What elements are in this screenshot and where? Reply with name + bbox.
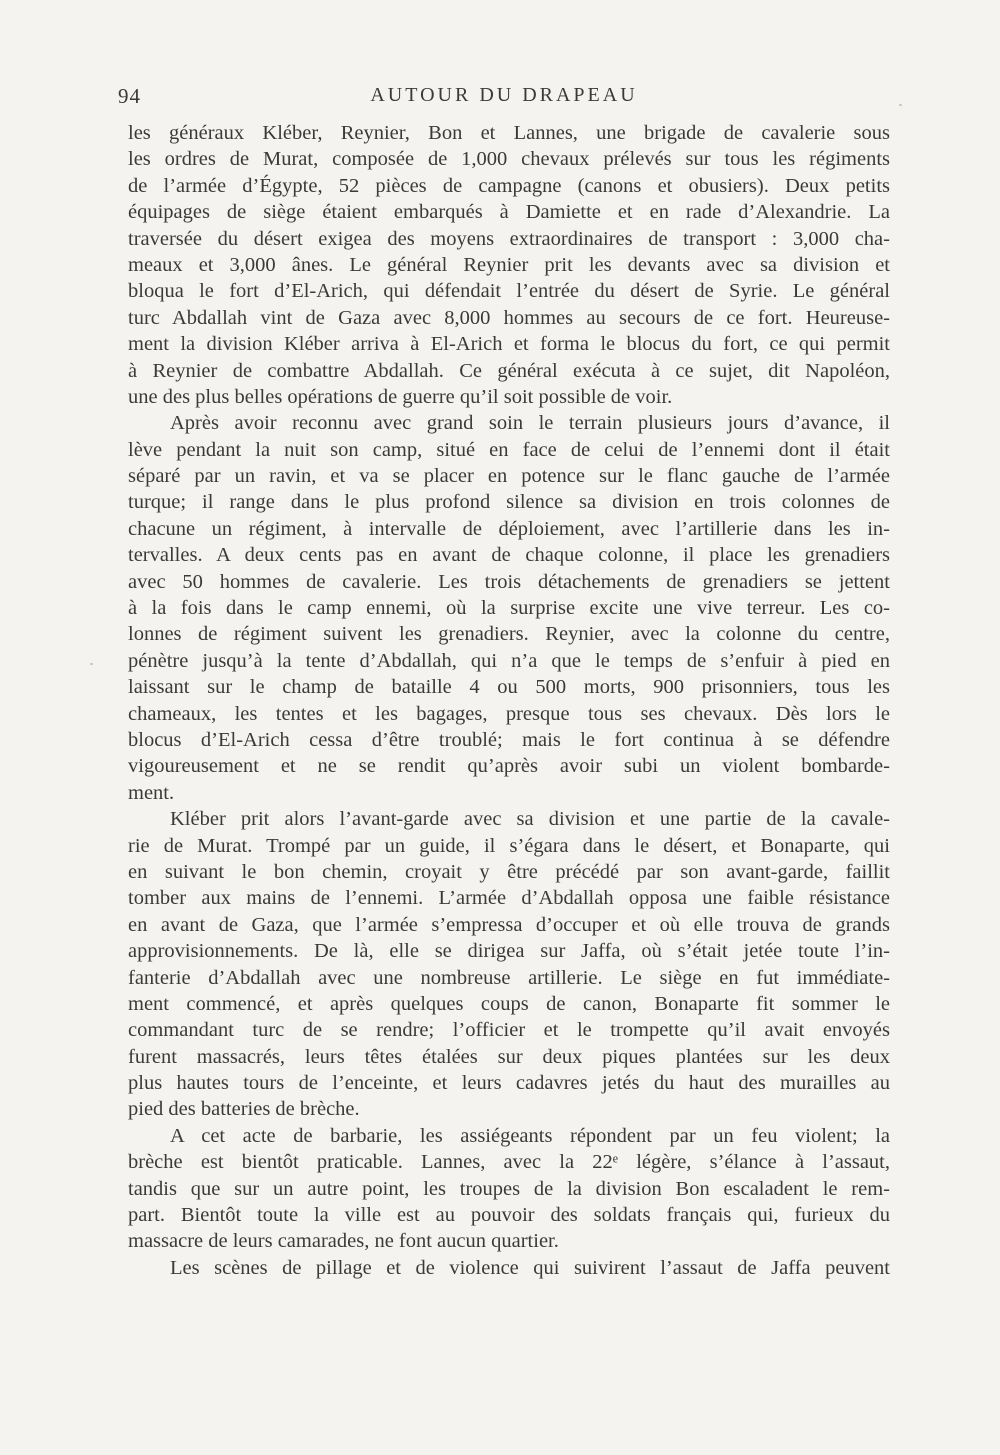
text-line: commandant turc de se rendre; l’officier et le trompette qu’il avait envoyés <box>128 1019 890 1042</box>
text-line: lève pendant la nuit son camp, situé en face de celui de l’ennemi dont il était <box>128 438 890 461</box>
text-line: avec 50 hommes de cavalerie. Les trois détachements de grenadiers se jettent <box>128 570 890 593</box>
book-title: AUTOUR DU DRAPEAU <box>370 84 638 106</box>
text-line: en avant de Gaza, que l’armée s’empressa d’occuper et où elle trouva de grands <box>128 913 890 936</box>
text-line: ment commencé, et après quelques coups de canon, Bonaparte fit sommer le <box>128 992 890 1015</box>
text-line: de l’armée d’Égypte, 52 pièces de campagne (canons et obusiers). Deux petits <box>128 174 890 197</box>
text-line: pied des batteries de brèche. <box>128 1098 360 1121</box>
text-line: une des plus belles opérations de guerre qu’il soit possible de voir. <box>128 385 673 408</box>
text-line: brèche est bientôt praticable. Lannes, avec la 22ᵉ légère, s’élance à l’assaut, <box>128 1151 890 1174</box>
text-line: ment. <box>128 781 175 804</box>
text-line: tomber aux mains de l’ennemi. L’armée d’Abdallah opposa une faible résistance <box>128 887 890 910</box>
text-line: turque; il range dans le plus profond silence sa division en trois colonnes de <box>128 491 890 514</box>
text-line: fanterie d’Abdallah avec une nombreuse artillerie. Le siège en fut immédiate- <box>128 966 890 989</box>
text-line: massacre de leurs camarades, ne font aucun quartier. <box>128 1230 559 1253</box>
text-line: part. Bientôt toute la ville est au pouvoir des soldats français qui, furieux du <box>128 1204 890 1227</box>
running-head <box>118 84 890 114</box>
text-line: A cet acte de barbarie, les assiégeants répondent par un feu violent; la <box>170 1124 890 1147</box>
text-line: furent massacrés, leurs têtes étalées sur deux piques plantées sur les deux <box>128 1045 890 1068</box>
text-line: approvisionnements. De là, elle se dirigea sur Jaffa, où s’était jetée toute l’in- <box>128 940 890 963</box>
text-line: vigoureusement et ne se rendit qu’après avoir subi un violent bombarde- <box>128 755 890 778</box>
text-line: Kléber prit alors l’avant-garde avec sa division et une partie de la cavale- <box>170 808 890 831</box>
text-line: traversée du désert exigea des moyens extraordinaires de transport : 3,000 cha- <box>128 227 890 250</box>
text-line: turc Abdallah vint de Gaza avec 8,000 hommes au secours de ce fort. Heureuse- <box>128 306 890 329</box>
text-line: bloqua le fort d’El-Arich, qui défendait l’entrée du désert de Syrie. Le général <box>128 280 890 303</box>
text-line: les généraux Kléber, Reynier, Bon et Lannes, une brigade de cavalerie sous <box>128 122 890 144</box>
paper-speck <box>90 663 93 665</box>
text-line: à la fois dans le camp ennemi, où la surprise excite une vive terreur. Les co- <box>128 597 890 620</box>
text-line: rie de Murat. Trompé par un guide, il s’égara dans le désert, et Bonaparte, qui <box>128 834 890 857</box>
text-line: les ordres de Murat, composée de 1,000 chevaux prélevés sur tous les régiments <box>128 148 890 171</box>
text-line: chacune un régiment, à intervalle de déploiement, avec l’artillerie dans les in- <box>128 517 890 540</box>
body-text <box>128 120 890 1281</box>
text-line: blocus d’El-Arich cessa d’être troublé; mais le fort continua à se défendre <box>128 728 890 751</box>
text-line: lonnes de régiment suivent les grenadiers. Reynier, avec la colonne du centre, <box>128 623 890 646</box>
text-line: laissant sur le champ de bataille 4 ou 500 morts, 900 prisonniers, tous les <box>128 676 890 699</box>
text-line: ment la division Kléber arriva à El-Arich et forma le blocus du fort, ce qui permit <box>128 333 890 356</box>
text-line: équipages de siège étaient embarqués à Damiette et en rade d’Alexandrie. La <box>128 201 890 224</box>
text-line: chameaux, les tentes et les bagages, presque tous ses chevaux. Dès lors le <box>128 702 890 725</box>
text-line: plus hautes tours de l’enceinte, et leurs cadavres jetés du haut des murailles au <box>128 1072 890 1095</box>
text-line: à Reynier de combattre Abdallah. Ce général exécuta à ce sujet, dit Napoléon, <box>128 359 890 382</box>
text-line: pénètre jusqu’à la tente d’Abdallah, qui n’a que le temps de s’enfuir à pied en <box>128 649 890 672</box>
text-line: Après avoir reconnu avec grand soin le terrain plusieurs jours d’avance, il <box>170 412 890 435</box>
text-line: en suivant le bon chemin, croyait y être précédé par son avant-garde, faillit <box>128 860 890 883</box>
text-line: tervalles. A deux cents pas en avant de chaque colonne, il place les grenadiers <box>128 544 890 567</box>
text-line: séparé par un ravin, et va se placer en potence sur le flanc gauche de l’armée <box>128 465 890 488</box>
paper-speck <box>899 104 902 106</box>
text-line: meaux et 3,000 ânes. Le général Reynier prit les devants avec sa division et <box>128 253 890 276</box>
text-line: Les scènes de pillage et de violence qui suivirent l’assaut de Jaffa peuvent <box>170 1256 890 1279</box>
page-number: 94 <box>118 84 141 108</box>
text-line: tandis que sur un autre point, les troupes de la division Bon escaladent le rem- <box>128 1177 890 1200</box>
